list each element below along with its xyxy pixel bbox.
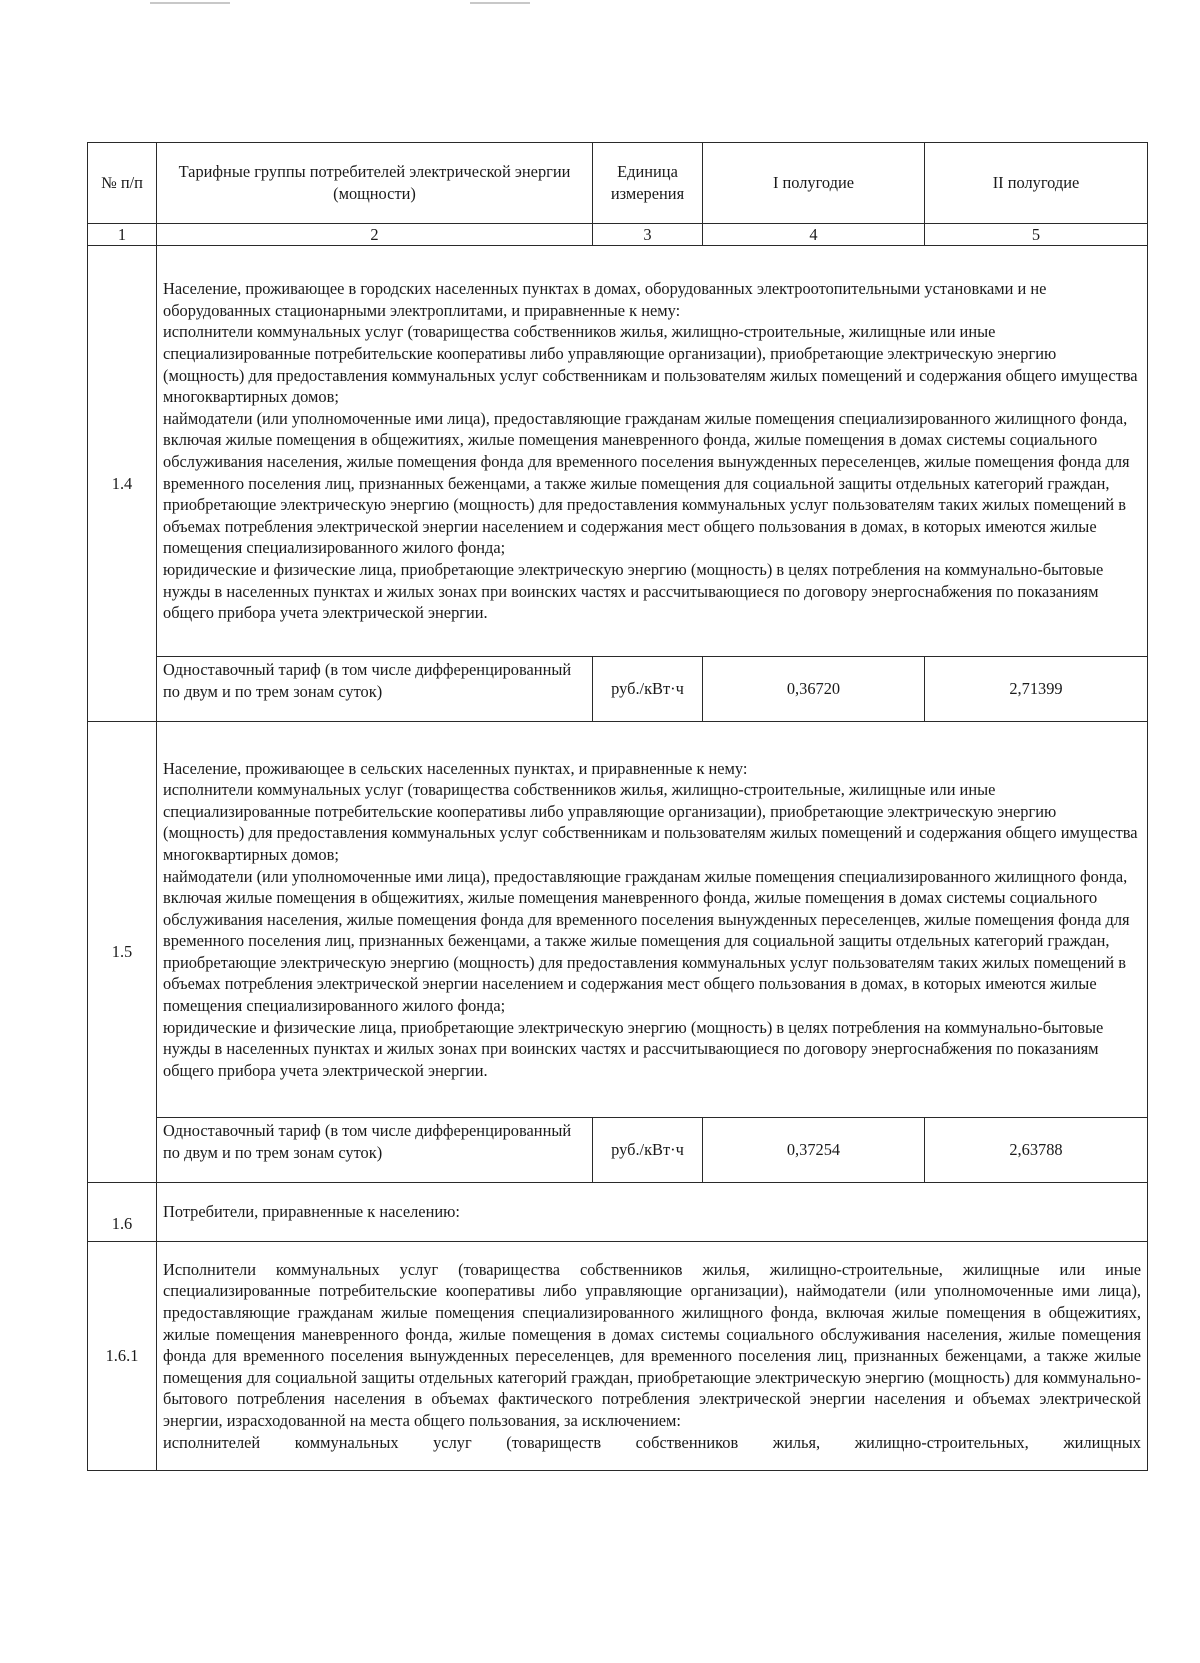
tariff-label: Одноставочный тариф (в том числе дифференцированный по двум и по трем зонам суток) [157, 657, 593, 722]
paragraph: исполнители коммунальных услуг (товарищества собственников жилья, жилищно-строительные, жилищные или иные специализированные потребительские кооперативы либо управляющие организации), приобретающие электрическую энергию (мощность) для предоставления коммунальных услуг собственникам и пользователям жилых помещений и содержания общего имущества многоквартирных домов; [163, 322, 1138, 407]
row-number: 1.4 [88, 246, 157, 722]
tariff-value-half-1: 0,36720 [703, 657, 925, 722]
section-description [157, 246, 1148, 657]
document-sheet [87, 142, 1147, 1471]
tariff-table [87, 142, 1148, 1471]
paragraph: наймодатели (или уполномоченные ими лица), предоставляющие гражданам жилые помещения специализированного жилищного фонда, включая жилые помещения в общежитиях, жилые помещения маневренного фонда, жилые помещения в домах системы социального обслуживания населения, жилые помещения фонда для временного поселения вынужденных переселенцев, жилые помещения фонда для временного поселения лиц, признанных беженцами, а также жилые помещения для социальной защиты отдельных категорий граждан, приобретающие электрическую энергию (мощность) для предоставления коммунальных услуг пользователям таких жилых помещений в объемах потребления электрической энергии населением и содержания мест общего пользования в домах, в которых имеются жилые помещения специализированного жилого фонда; [163, 866, 1130, 1016]
section-description: Потребители, приравненные к населению: [157, 1183, 1148, 1242]
header-unit: Единица измерения [593, 143, 703, 224]
column-number: 1 [88, 224, 157, 246]
paragraph: юридические и физические лица, приобретающие электрическую энергию (мощность) в целях потребления на коммунально-бытовые нужды в населенных пунктах и жилых зонах при воинских частях и рассчитывающиеся по договору энергоснабжения по показаниям общего прибора учета электрической энергии. [163, 559, 1104, 623]
row-number: 1.5 [88, 722, 157, 1183]
tariff-unit: руб./кВт·ч [593, 1118, 703, 1183]
section-1-4-tariff-row [88, 657, 1148, 722]
paragraph: наймодатели (или уполномоченные ими лица), предоставляющие гражданам жилые помещения специализированного жилищного фонда, включая жилые помещения в общежитиях, жилые помещения маневренного фонда, жилые помещения в домах системы социального обслуживания населения, жилые помещения фонда для временного поселения вынужденных переселенцев, жилые помещения фонда для временного поселения лиц, признанных беженцами, а также жилые помещения для социальной защиты отдельных категорий граждан, приобретающие электрическую энергию (мощность) для предоставления коммунальных услуг пользователям таких жилых помещений в объемах потребления электрической энергии населением и содержания мест общего пользования в домах, в которых имеются жилые помещения специализированного жилого фонда; [163, 408, 1130, 558]
column-number: 4 [703, 224, 925, 246]
column-number: 2 [157, 224, 593, 246]
column-number-row [88, 224, 1148, 246]
scan-artifact-mark [470, 2, 530, 4]
section-1-4-description-row [88, 246, 1148, 657]
header-group: Тарифные группы потребителей электрической энергии (мощности) [157, 143, 593, 224]
header-half-1: I полугодие [703, 143, 925, 224]
tariff-value-half-2: 2,63788 [925, 1118, 1148, 1183]
tariff-label: Одноставочный тариф (в том числе дифференцированный по двум и по трем зонам суток) [157, 1118, 593, 1183]
section-1-5-tariff-row [88, 1118, 1148, 1183]
section-description [157, 722, 1148, 1118]
tariff-value-half-2: 2,71399 [925, 657, 1148, 722]
column-number: 5 [925, 224, 1148, 246]
paragraph: Исполнители коммунальных услуг (товарищества собственников жилья, жилищно-строительные, жилищные или иные специализированные потребительские кооперативы либо управляющие организации), наймодатели (или уполномоченные ими лица), предоставляющие гражданам жилые помещения специализированного жилищного фонда, включая жилые помещения в общежитиях, жилые помещения маневренного фонда, жилые помещения в домах системы социального обслуживания населения, жилые помещения фонда для временного поселения вынужденных переселенцев, для временного поселения лиц, признанных беженцами, а также жилые помещения для социальной защиты отдельных категорий граждан, приобретающие электрическую энергию (мощность) для коммунально-бытового потребления населения в объемах фактического потребления электрической энергии населения и объемах электрической энергии, израсходованной на места общего пользования, за исключением: [163, 1259, 1141, 1430]
paragraph: юридические и физические лица, приобретающие электрическую энергию (мощность) в целях потребления на коммунально-бытовые нужды в населенных пунктах и жилых зонах при воинских частях и рассчитывающиеся по договору энергоснабжения по показаниям общего прибора учета электрической энергии. [163, 1017, 1104, 1080]
section-1-6-row [88, 1183, 1148, 1242]
column-number: 3 [593, 224, 703, 246]
paragraph-continuation: исполнителей коммунальных услуг (товариществ собственников жилья, жилищно-строительных, жилищных [163, 1432, 1141, 1452]
section-description [157, 1242, 1148, 1471]
paragraph: Население, проживающее в городских населенных пунктах в домах, оборудованных электроотопительными установками и не оборудованных стационарными электроплитами, и приравненные к нему: [163, 279, 1047, 320]
header-half-2: II полугодие [925, 143, 1148, 224]
scan-artifact-mark [150, 2, 230, 4]
row-number: 1.6.1 [88, 1242, 157, 1471]
table-header-row [88, 143, 1148, 224]
paragraph: исполнители коммунальных услуг (товарищества собственников жилья, жилищно-строительные, жилищные или иные специализированные потребительские кооперативы либо управляющие организации), приобретающие электрическую энергию (мощность) для предоставления коммунальных услуг собственникам и пользователям жилых помещений и содержания общего имущества многоквартирных домов; [163, 780, 1138, 864]
tariff-unit: руб./кВт·ч [593, 657, 703, 722]
tariff-value-half-1: 0,37254 [703, 1118, 925, 1183]
header-num: № п/п [88, 143, 157, 224]
paragraph: Население, проживающее в сельских населенных пунктах, и приравненные к нему: [163, 758, 748, 778]
row-number: 1.6 [88, 1183, 157, 1242]
section-1-6-1-row [88, 1242, 1148, 1471]
section-1-5-description-row [88, 722, 1148, 1118]
